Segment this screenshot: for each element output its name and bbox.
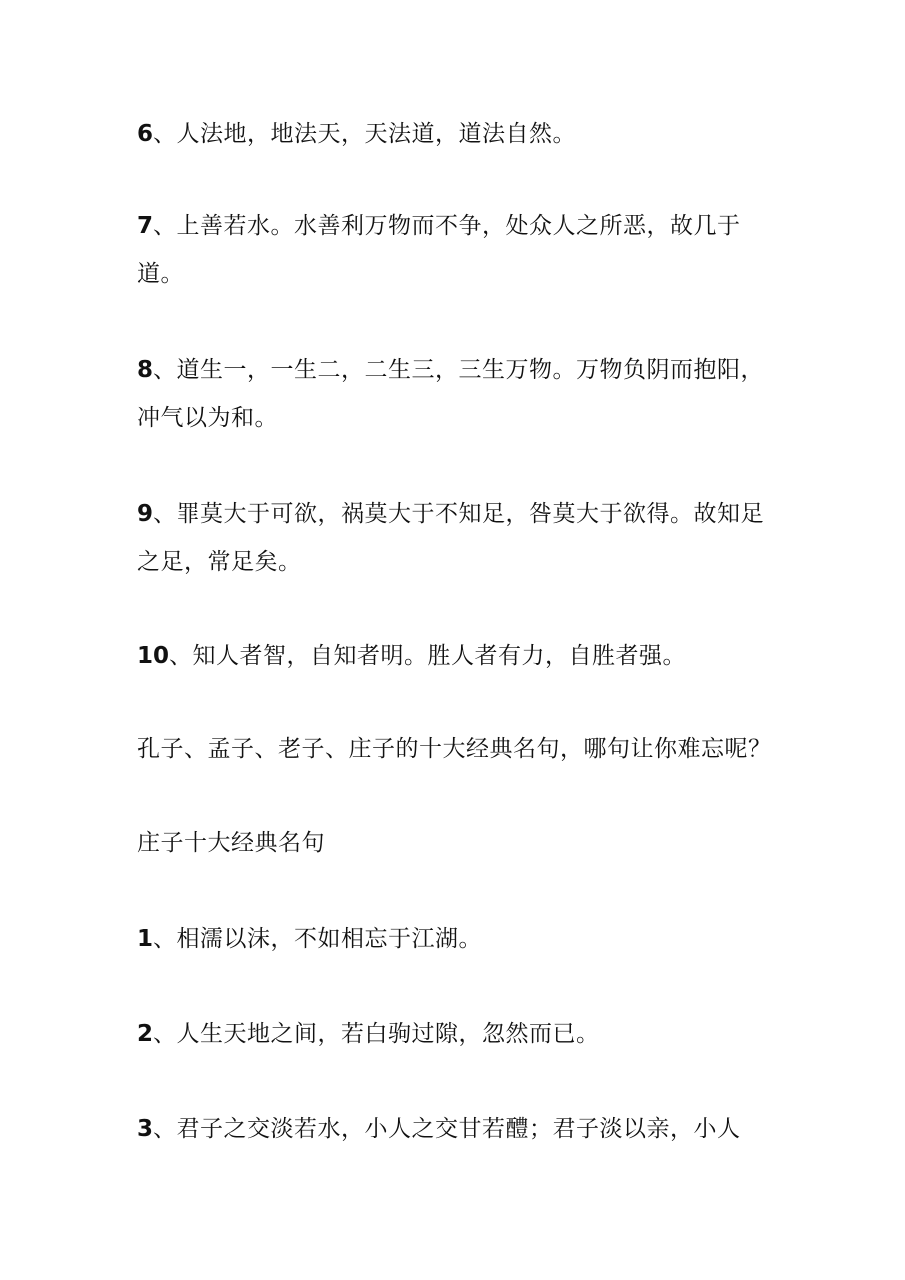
item-number: 3 [137,1116,154,1142]
item-number: 1 [137,926,154,952]
item-number: 10 [137,643,170,669]
paragraph-text: 孔子、孟子、老子、庄子的十大经典名句，哪句让你难忘呢？ [137,736,772,762]
item-number: 2 [137,1021,154,1047]
paragraph-zhuangzi-1 [137,915,777,963]
item-number: 6 [137,121,154,147]
paragraph-text: 、相濡以沫，不如相忘于江湖。 [153,926,483,952]
paragraph-laozi-6 [137,110,777,158]
item-number: 7 [137,213,154,239]
paragraph-laozi-10 [137,632,777,680]
paragraph-text: 、君子之交淡若水，小人之交甘若醴；君子淡以亲，小人 [153,1116,741,1142]
paragraph-laozi-9 [137,490,777,586]
section-heading-zhuangzi [137,819,777,867]
paragraph-laozi-7 [137,202,777,298]
paragraph-zhuangzi-3 [137,1105,777,1153]
paragraph-text: 、人法地，地法天，天法道，道法自然。 [153,121,577,147]
paragraph-text: 、人生天地之间，若白驹过隙，忽然而已。 [153,1021,600,1047]
item-number: 9 [137,501,154,527]
paragraph-laozi-8 [137,346,777,442]
item-number: 8 [137,357,154,383]
paragraph-text: 、上善若水。水善利万物而不争，处众人之所恶，故几于道。 [137,213,741,287]
paragraph-text: 、道生一，一生二，二生三，三生万物。万物负阴而抱阳，冲气以为和。 [137,357,765,431]
paragraph-zhuangzi-2 [137,1010,777,1058]
paragraph-text: 、知人者智，自知者明。胜人者有力，自胜者强。 [169,643,687,669]
paragraph-text: 庄子十大经典名句 [137,830,325,856]
paragraph-question [137,725,777,773]
paragraph-text: 、罪莫大于可欲，祸莫大于不知足，咎莫大于欲得。故知足之足，常足矣。 [137,501,765,575]
